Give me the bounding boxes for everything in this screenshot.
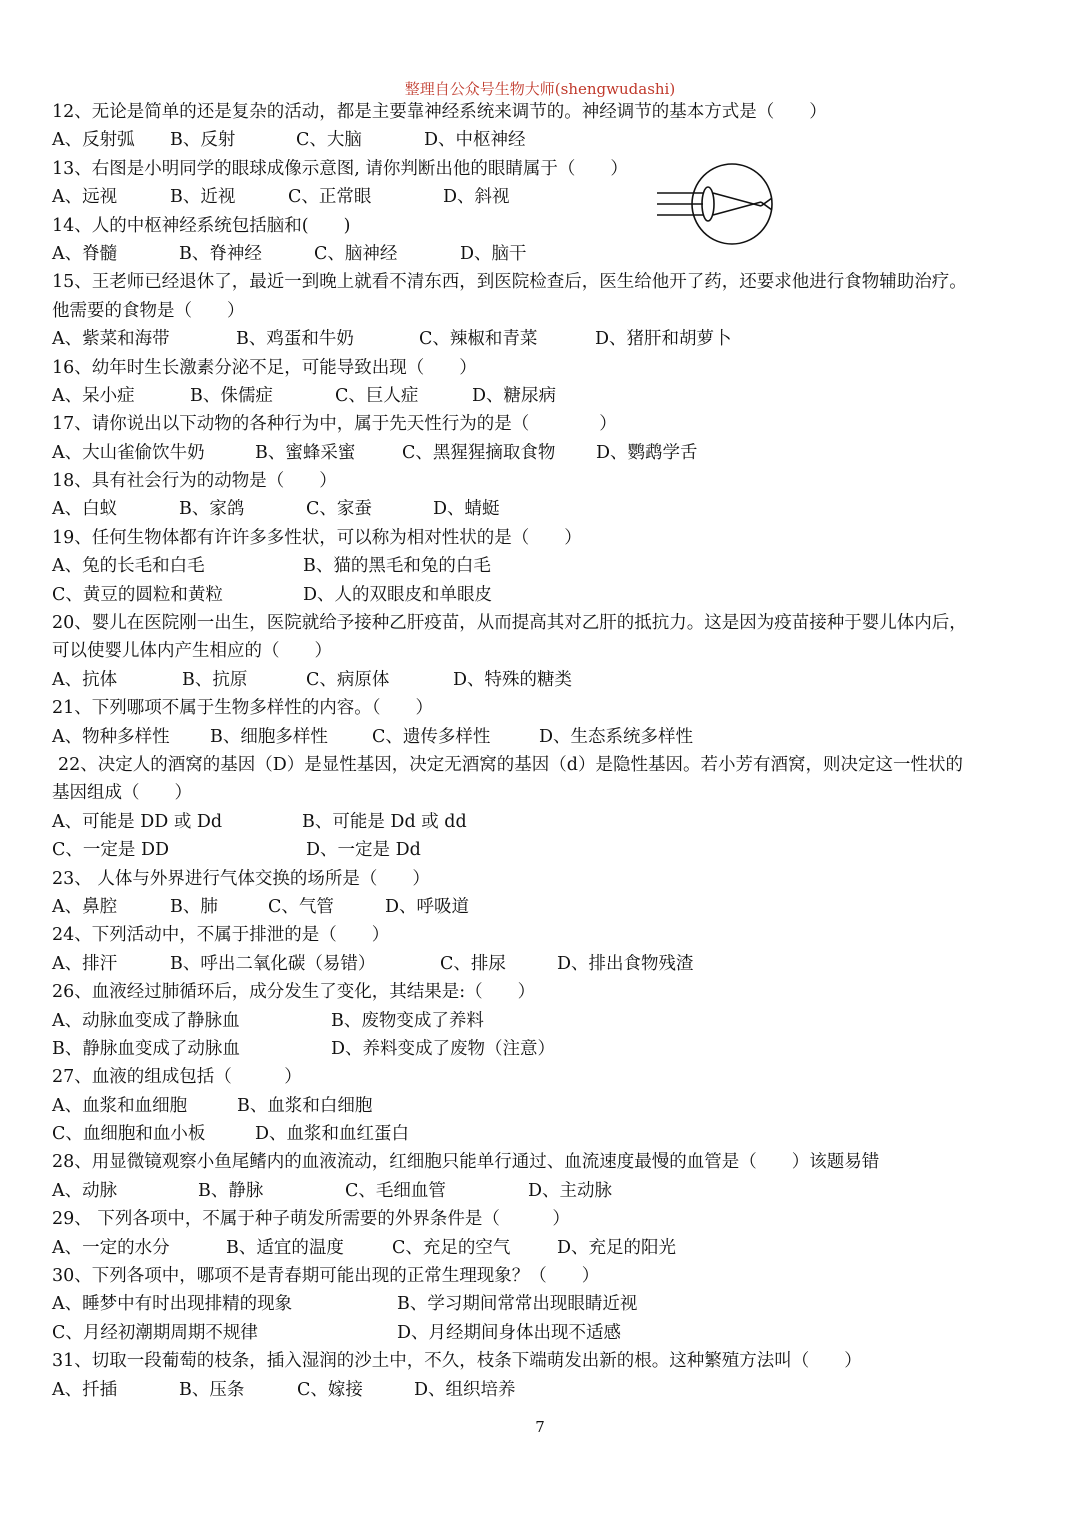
option: C、大脑	[296, 130, 362, 151]
page-header: 整理自公众号生物大师(shengwudashi)	[404, 80, 676, 98]
option: A、反射弧	[52, 130, 135, 151]
option: A、动脉血变成了静脉血	[52, 1010, 240, 1031]
options-23	[52, 893, 1042, 921]
option: D、排出食物残渣	[557, 953, 694, 974]
question-23: 23、 人体与外界进行气体交换的场所是（ ）	[52, 868, 430, 889]
option: D、组织培养	[414, 1379, 516, 1400]
question-30: 30、下列各项中，哪项不是青春期可能出现的正常生理现象？（ ）	[52, 1266, 600, 1287]
option: D、生态系统多样性	[539, 726, 694, 747]
option: A、排汗	[52, 953, 118, 974]
option: C、辣椒和青菜	[419, 329, 538, 350]
question-18: 18、具有社会行为的动物是（ ）	[52, 471, 337, 492]
question-27: 27、血液的组成包括（ ）	[52, 1067, 302, 1088]
options-16	[52, 382, 1042, 410]
option: D、脑干	[460, 243, 527, 264]
option: A、物种多样性	[52, 726, 170, 747]
option: B、压条	[179, 1379, 245, 1400]
option: B、近视	[170, 187, 236, 208]
option: D、中枢神经	[424, 130, 526, 151]
options-14	[52, 240, 1042, 268]
option: C、气管	[268, 896, 334, 917]
option: A、动脉	[52, 1180, 118, 1201]
option: B、静脉	[198, 1180, 264, 1201]
options-22-row2	[52, 836, 1042, 864]
option: A、紫菜和海带	[52, 329, 170, 350]
question-31: 31、切取一段葡萄的枝条，插入湿润的沙土中，不久，枝条下端萌发出新的根。这种繁殖方法叫（ ）	[52, 1351, 862, 1372]
question-24: 24、下列活动中，不属于排泄的是（ ）	[52, 925, 390, 946]
option: D、养料变成了废物（注意）	[331, 1038, 556, 1059]
option: A、一定的水分	[52, 1237, 170, 1258]
option: C、遗传多样性	[372, 726, 491, 747]
question-20-line2: 可以使婴儿体内产生相应的（ ）	[52, 641, 332, 662]
option: C、血细胞和血小板	[52, 1124, 206, 1145]
options-29	[52, 1234, 1042, 1262]
option: D、蜻蜓	[433, 499, 500, 520]
options-20	[52, 666, 1042, 694]
option: C、脑神经	[314, 243, 398, 264]
options-13	[52, 183, 1042, 211]
option: D、呼吸道	[385, 896, 470, 917]
option: C、充足的空气	[392, 1237, 511, 1258]
option: D、猪肝和胡萝卜	[595, 329, 732, 350]
option: C、毛细血管	[345, 1180, 446, 1201]
options-21	[52, 723, 1042, 751]
option: A、远视	[52, 187, 118, 208]
option: D、一定是 Dd	[306, 840, 421, 861]
option: C、黄豆的圆粒和黄粒	[52, 584, 223, 605]
question-28: 28、用显微镜观察小鱼尾鳍内的血液流动，红细胞只能单行通过、血流速度最慢的血管是（ ）该题易错	[52, 1152, 880, 1173]
option: B、抗原	[182, 669, 248, 690]
option: A、可能是 DD 或 Dd	[52, 811, 223, 832]
option: D、血浆和血红蛋白	[255, 1124, 410, 1145]
option: A、脊髓	[52, 243, 118, 264]
option: A、兔的长毛和白毛	[52, 556, 205, 577]
options-26-row1	[52, 1007, 1042, 1035]
option: C、嫁接	[297, 1379, 363, 1400]
options-27-row2	[52, 1120, 1042, 1148]
options-26-row2	[52, 1035, 1042, 1063]
question-14: 14、人的中枢神经系统包括脑和( )	[52, 215, 351, 236]
option: A、扦插	[52, 1379, 118, 1400]
option: D、主动脉	[528, 1180, 613, 1201]
question-22-line1: 22、决定人的酒窝的基因（D）是显性基因，决定无酒窝的基因（d）是隐性基因。若小芳有酒窝，则决定这一性状的	[58, 754, 963, 775]
question-17: 17、请你说出以下动物的各种行为中，属于先天性行为的是（ ）	[52, 414, 617, 435]
options-27-row1	[52, 1092, 1042, 1120]
option: B、脊神经	[179, 243, 262, 264]
option: C、正常眼	[288, 187, 372, 208]
question-list	[52, 98, 1042, 1404]
option: D、月经期间身体出现不适感	[397, 1322, 622, 1343]
question-12: 12、无论是简单的还是复杂的活动，都是主要靠神经系统来调节的。神经调节的基本方式是（ ）	[52, 102, 827, 122]
question-29: 29、 下列各项中，不属于种子萌发所需要的外界条件是（ ）	[52, 1209, 570, 1230]
option: C、巨人症	[335, 385, 419, 406]
option: C、黑猩猩摘取食物	[402, 442, 556, 463]
option: B、侏儒症	[190, 385, 273, 406]
option: D、充足的阳光	[557, 1237, 677, 1258]
option: C、排尿	[440, 953, 506, 974]
options-19-row2	[52, 581, 1042, 609]
option: B、适宜的温度	[226, 1237, 344, 1258]
options-28	[52, 1177, 1042, 1205]
question-20-line1: 20、婴儿在医院刚一出生，医院就给予接种乙肝疫苗，从而提高其对乙肝的抵抗力。这是因为疫苗接种于婴儿体内后，	[52, 613, 967, 634]
options-22-row1	[52, 808, 1042, 836]
option: A、睡梦中有时出现排精的现象	[52, 1294, 293, 1315]
option: D、特殊的糖类	[453, 669, 573, 690]
option: B、肺	[170, 896, 218, 917]
option: A、呆小症	[52, 385, 135, 406]
options-19-row1	[52, 552, 1042, 580]
option: C、家蚕	[306, 499, 372, 520]
options-12	[52, 126, 1042, 154]
option: A、鼻腔	[52, 896, 118, 917]
option: B、细胞多样性	[210, 726, 328, 747]
option: B、家鸽	[179, 499, 245, 520]
question-15-line1: 15、王老师已经退休了，最近一到晚上就看不清东西，到医院检查后，医生给他开了药，还要求他进行食物辅助治疗。	[52, 272, 967, 293]
question-26: 26、血液经过肺循环后，成分发生了变化，其结果是:（ ）	[52, 982, 536, 1003]
option: D、鹦鹉学舌	[596, 442, 698, 463]
question-19: 19、任何生物体都有许许多多性状，可以称为相对性状的是（ ）	[52, 527, 582, 548]
question-15-line2: 他需要的食物是（ ）	[52, 300, 245, 321]
option: B、静脉血变成了动脉血	[52, 1038, 240, 1059]
option: B、血浆和白细胞	[237, 1095, 373, 1116]
option: A、抗体	[52, 669, 118, 690]
options-18	[52, 495, 1042, 523]
option: B、学习期间常常出现眼睛近视	[397, 1294, 638, 1315]
option: B、可能是 Dd 或 dd	[302, 811, 467, 832]
page-number: 7	[535, 1418, 545, 1436]
question-13: 13、右图是小明同学的眼球成像示意图, 请你判断出他的眼睛属于（ ）	[52, 158, 628, 179]
options-15	[52, 325, 1042, 353]
option: B、呼出二氧化碳（易错）	[170, 953, 376, 974]
options-31	[52, 1376, 1042, 1404]
option: D、人的双眼皮和单眼皮	[303, 584, 493, 605]
options-30-row2	[52, 1319, 1042, 1347]
options-30-row1	[52, 1290, 1042, 1318]
option: D、斜视	[443, 187, 510, 208]
option: B、废物变成了养料	[331, 1010, 484, 1031]
option: D、糖尿病	[472, 385, 557, 406]
options-17	[52, 439, 1042, 467]
option: A、白蚁	[52, 499, 118, 520]
option: B、鸡蛋和牛奶	[236, 329, 354, 350]
option: C、病原体	[306, 669, 390, 690]
option: A、血浆和血细胞	[52, 1095, 188, 1116]
option: B、反射	[170, 130, 236, 151]
question-21: 21、下列哪项不属于生物多样性的内容。（ ）	[52, 698, 434, 719]
option: B、猫的黑毛和兔的白毛	[303, 556, 491, 577]
question-16: 16、幼年时生长激素分泌不足，可能导致出现（ ）	[52, 357, 477, 378]
options-24	[52, 950, 1042, 978]
option: C、一定是 DD	[52, 840, 170, 861]
option: C、月经初潮期周期不规律	[52, 1322, 258, 1343]
question-22-line2: 基因组成（ ）	[52, 783, 192, 804]
option: B、蜜蜂采蜜	[255, 442, 356, 463]
option: A、大山雀偷饮牛奶	[52, 442, 205, 463]
